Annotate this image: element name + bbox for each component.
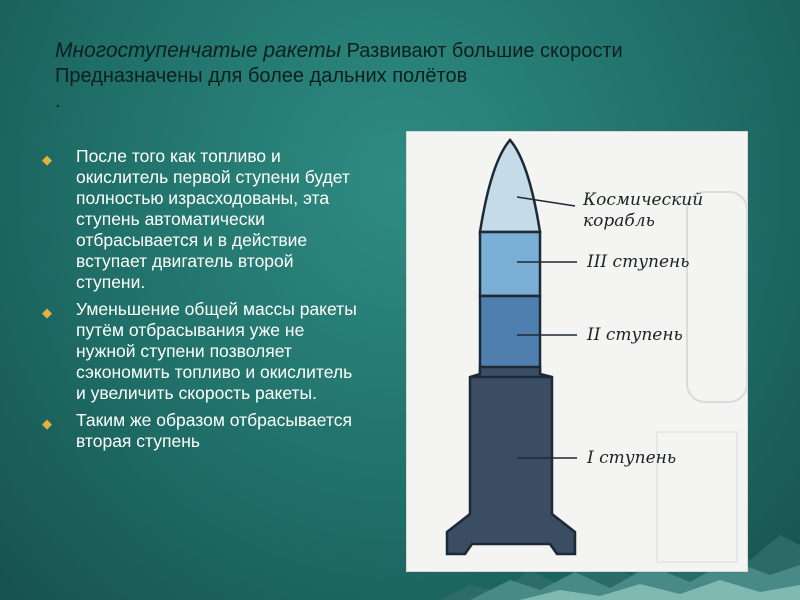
diamond-bullet-icon: ◆ [42, 152, 52, 167]
diamond-bullet-icon: ◆ [42, 416, 52, 431]
bullet-item [40, 146, 360, 293]
slide-title [55, 38, 775, 111]
rocket-nose [480, 140, 540, 232]
label-stage2: II ступень [587, 325, 683, 345]
title-line2: Предназначены для более дальних полётов [55, 65, 468, 87]
rocket-stage1 [447, 367, 575, 554]
title-emphasis: Многоступенчатые ракеты [55, 39, 342, 62]
bullet-text: После того как топливо и окислитель первой ступени будет полностью израсходованы, эта ступень автоматически отбрасывается и в действие вступает двигатель второй ступени. [76, 146, 350, 292]
rocket-stage3 [480, 232, 540, 296]
bullet-item [40, 410, 360, 452]
label-stage3: III ступень [587, 252, 690, 272]
bullet-text: Таким же образом отбрасывается вторая ступень [76, 410, 352, 451]
label-spacecraft: Космический корабль [583, 190, 704, 231]
bullet-list [40, 146, 360, 458]
bullet-text: Уменьшение общей массы ракеты путём отбрасывания уже не нужной ступени позволяет сэкономить топливо и окислитель и увеличить скорость ракеты. [76, 299, 357, 403]
label-stage1: I ступень [587, 448, 677, 468]
title-line1: Развивают большие скорости [341, 40, 623, 62]
rocket-diagram [406, 131, 748, 572]
diamond-bullet-icon: ◆ [42, 305, 52, 320]
bullet-item [40, 299, 360, 404]
title-line3: . [55, 90, 61, 112]
